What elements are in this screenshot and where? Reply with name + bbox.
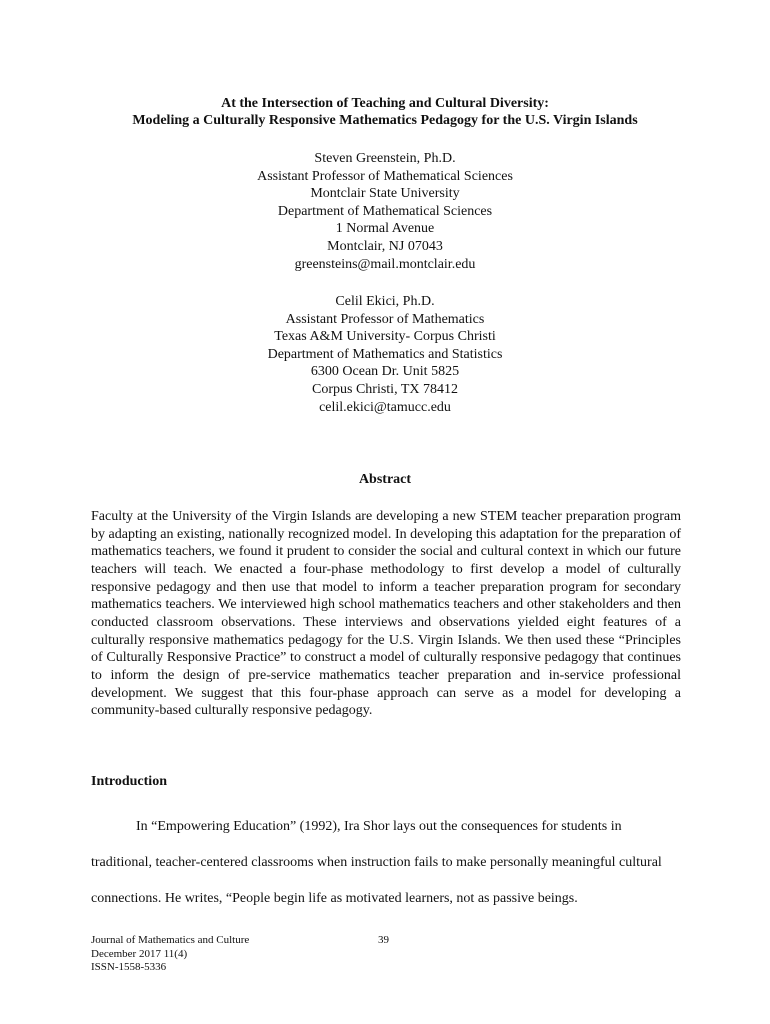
author-department: Department of Mathematics and Statistics (267, 346, 503, 362)
author-email: celil.ekici@tamucc.edu (319, 399, 451, 415)
author-address-line-1: 1 Normal Avenue (335, 221, 435, 237)
author-institution: Montclair State University (310, 186, 460, 202)
author-department: Department of Mathematical Sciences (277, 203, 493, 219)
abstract-heading: Abstract (358, 472, 412, 487)
paper-title (60, 95, 710, 129)
introduction-heading: Introduction (91, 774, 167, 789)
abstract-text: Faculty at the University of the Virgin Islands are developing a new STEM teacher preparation program by adapting an existing, nationally recognized model. In developing this adaptation for the preparation of mathematics teachers, we found it prudent to consider the social and cultural context in which our future teachers will teach. We enacted a four-phase methodology to first develop a model of culturally responsive pedagogy and then use that model to inform a teacher preparation program for secondary mathematics teachers. We interviewed high school mathematics teachers and other stakeholders and then conducted classroom observations. These interviews and observations yielded eight features of a culturally responsive mathematics pedagogy for the U.S. Virgin Islands. We then used these “Principles of Culturally Responsive Practice” to construct a model of culturally responsive pedagogy that continues to inform the design of pre-service mathematics teacher preparation and in-service professional development. We suggest that this four-phase approach can serve as a model for developing a community-based culturally responsive pedagogy. (91, 509, 681, 719)
introduction-paragraph: In “Empowering Education” (1992), Ira Shor lays out the consequences for students in traditional, teacher-centered classrooms when instruction fails to make personally meaningful cultural connections. He writes, “People begin life as motivated learners, not as passive beings. (91, 819, 662, 906)
author-address-line-2: Montclair, NJ 07043 (327, 238, 443, 254)
author-address-line-1: 6300 Ocean Dr. Unit 5825 (310, 364, 460, 380)
title-line-1: At the Intersection of Teaching and Cultural Diversity: (221, 96, 549, 111)
footer-journal-name: Journal of Mathematics and Culture (91, 934, 250, 946)
author-name: Celil Ekici, Ph.D. (335, 294, 435, 309)
author-block-1 (160, 150, 610, 273)
author-institution: Texas A&M University- Corpus Christi (274, 329, 496, 345)
author-position: Assistant Professor of Mathematical Sciences (257, 168, 513, 184)
author-position: Assistant Professor of Mathematics (285, 311, 485, 327)
author-name: Steven Greenstein, Ph.D. (314, 151, 456, 166)
title-line-2: Modeling a Culturally Responsive Mathematics Pedagogy for the U.S. Virgin Islands (132, 113, 638, 128)
page-number: 39 (378, 934, 389, 946)
author-block-2 (160, 293, 610, 416)
author-address-line-2: Corpus Christi, TX 78412 (312, 381, 458, 397)
footer-issn: ISSN-1558-5336 (91, 961, 167, 973)
footer-issue: December 2017 11(4) (91, 947, 188, 960)
author-email: greensteins@mail.montclair.edu (294, 256, 476, 272)
page-footer (91, 934, 249, 975)
